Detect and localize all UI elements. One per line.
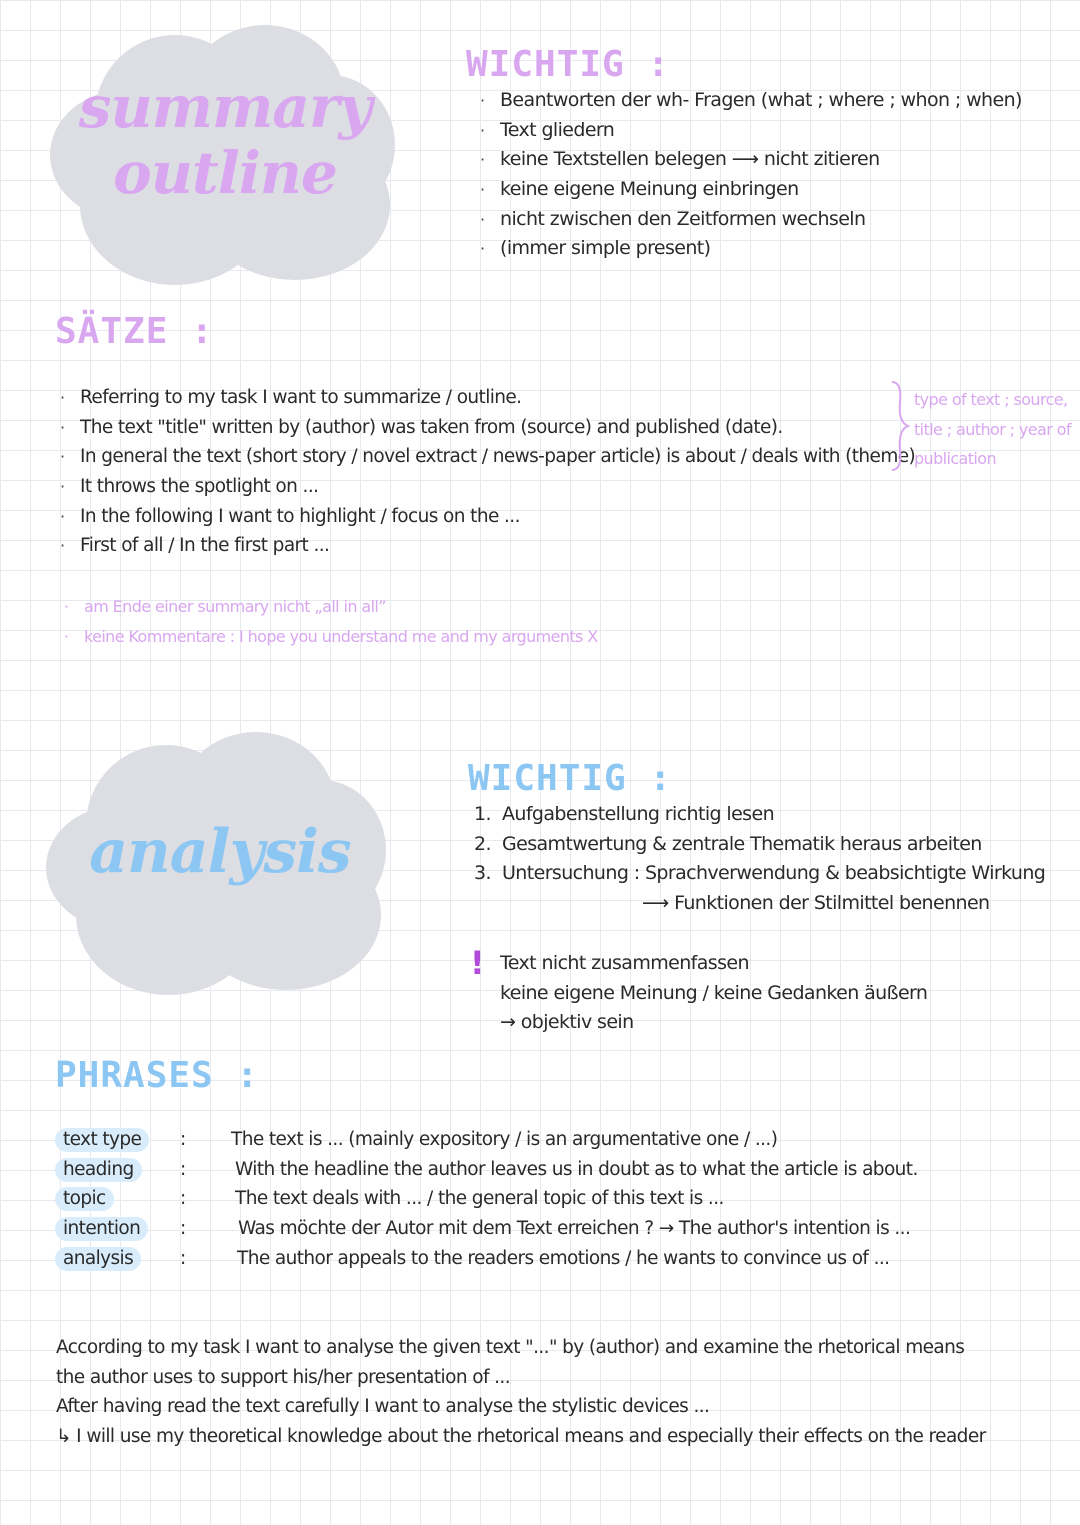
list-item: · The text "title" written by (author) was taken from (source) and published (date). [60, 416, 783, 438]
phrase-row [55, 1184, 1055, 1214]
summary-cloud-title [60, 73, 390, 207]
phrase-tag: intention [55, 1217, 148, 1241]
side-note-line: publication [914, 449, 996, 469]
phrases-table [55, 1125, 1055, 1273]
phrase-colon: : [180, 1158, 186, 1180]
warning-block [500, 949, 927, 1038]
summary-pink-notes [62, 592, 598, 651]
summary-wichtig-list [478, 86, 1022, 264]
warning-line: → objektiv sein [500, 1011, 634, 1034]
list-item: 2. Gesamtwertung & zentrale Thematik heraus arbeiten [474, 832, 982, 855]
warning-line: Text nicht zusammenfassen [500, 952, 749, 974]
phrase-tag: analysis [55, 1247, 141, 1271]
phrase-colon: : [180, 1188, 186, 1210]
list-item: · keine eigene Meinung einbringen [480, 178, 799, 201]
side-note-line: title ; author ; year of [914, 419, 1071, 439]
phrase-row [55, 1125, 1055, 1155]
analysis-cloud-title: analysis [89, 817, 351, 887]
brace-icon [888, 378, 912, 474]
phrase-tag: topic [55, 1187, 114, 1211]
closing-line: According to my task I want to analyse the given text "..." by (author) and examine the rhetorical means [56, 1337, 965, 1358]
list-item: 3. Untersuchung : Sprachverwendung & beabsichtigte Wirkung [474, 862, 1046, 885]
list-item: · (immer simple present) [480, 237, 711, 260]
closing-line: ↳ I will use my theoretical knowledge about the rhetorical means and especially their effects on the reader [56, 1426, 986, 1448]
summary-wichtig-heading: WICHTIG : [466, 44, 671, 85]
list-item: · It throws the spotlight on ... [60, 476, 319, 498]
phrase-colon: : [180, 1129, 186, 1150]
analysis-wichtig-heading: WICHTIG : [468, 758, 673, 799]
list-item: · First of all / In the first part ... [60, 535, 330, 557]
phrase-row [55, 1155, 1055, 1185]
closing-paragraph [56, 1333, 986, 1452]
phrase-colon: : [180, 1218, 186, 1240]
summary-cloud-title-line1: summary [78, 73, 372, 141]
list-item: · Text gliedern [480, 118, 615, 141]
list-item: · In the following I want to highlight / focus on the ... [60, 505, 520, 527]
list-item: ⟶ Funktionen der Stilmittel benennen [642, 892, 990, 915]
phrase-text: Was möchte der Autor mit dem Text erreichen ? → The author's intention is ... [238, 1218, 911, 1240]
list-item: · In general the text (short story / novel extract / news-paper article) is about / deals with (theme) [60, 446, 916, 468]
phrase-tag: text type [55, 1128, 149, 1152]
closing-line: After having read the text carefully I want to analyse the stylistic devices ... [56, 1396, 710, 1418]
side-note [914, 385, 1071, 474]
list-item: · nicht zwischen den Zeitformen wechseln [480, 207, 866, 230]
summary-cloud-title-line2: outline [113, 139, 337, 207]
phrase-text: With the headline the author leaves us in doubt as to what the article is about. [235, 1158, 918, 1180]
phrase-text: The text deals with ... / the general topic of this text is ... [235, 1188, 724, 1210]
saetze-heading: SÄTZE : [55, 311, 214, 352]
phrase-colon: : [180, 1247, 186, 1269]
phrase-row [55, 1214, 1055, 1244]
side-note-line: type of text ; source, [914, 390, 1068, 409]
list-item: · Beantworten der wh- Fragen (what ; where ; whon ; when) [480, 89, 1022, 111]
phrase-text: The text is ... (mainly expository / is an argumentative one / ...) [231, 1129, 778, 1150]
list-item: · keine Textstellen belegen ⟶ nicht zitieren [480, 148, 880, 171]
phrase-row [55, 1244, 1055, 1274]
saetze-list [58, 383, 915, 561]
analysis-numbered-list [474, 800, 1045, 919]
list-item: · keine Kommentare : I hope you understand me and my arguments X [64, 626, 598, 646]
list-item: · am Ende einer summary nicht „all in all” [64, 597, 386, 616]
closing-line: the author uses to support his/her presentation of ... [56, 1366, 510, 1388]
warning-line: keine eigene Meinung / keine Gedanken äußern [500, 981, 928, 1004]
phrase-tag: heading [55, 1158, 142, 1182]
warning-mark: ! [470, 944, 485, 982]
list-item: 1. Aufgabenstellung richtig lesen [474, 803, 775, 825]
phrase-text: The author appeals to the readers emotions / he wants to convince us of ... [237, 1247, 890, 1269]
list-item: · Referring to my task I want to summarize / outline. [60, 387, 522, 408]
phrases-heading: PHRASES : [55, 1055, 260, 1096]
